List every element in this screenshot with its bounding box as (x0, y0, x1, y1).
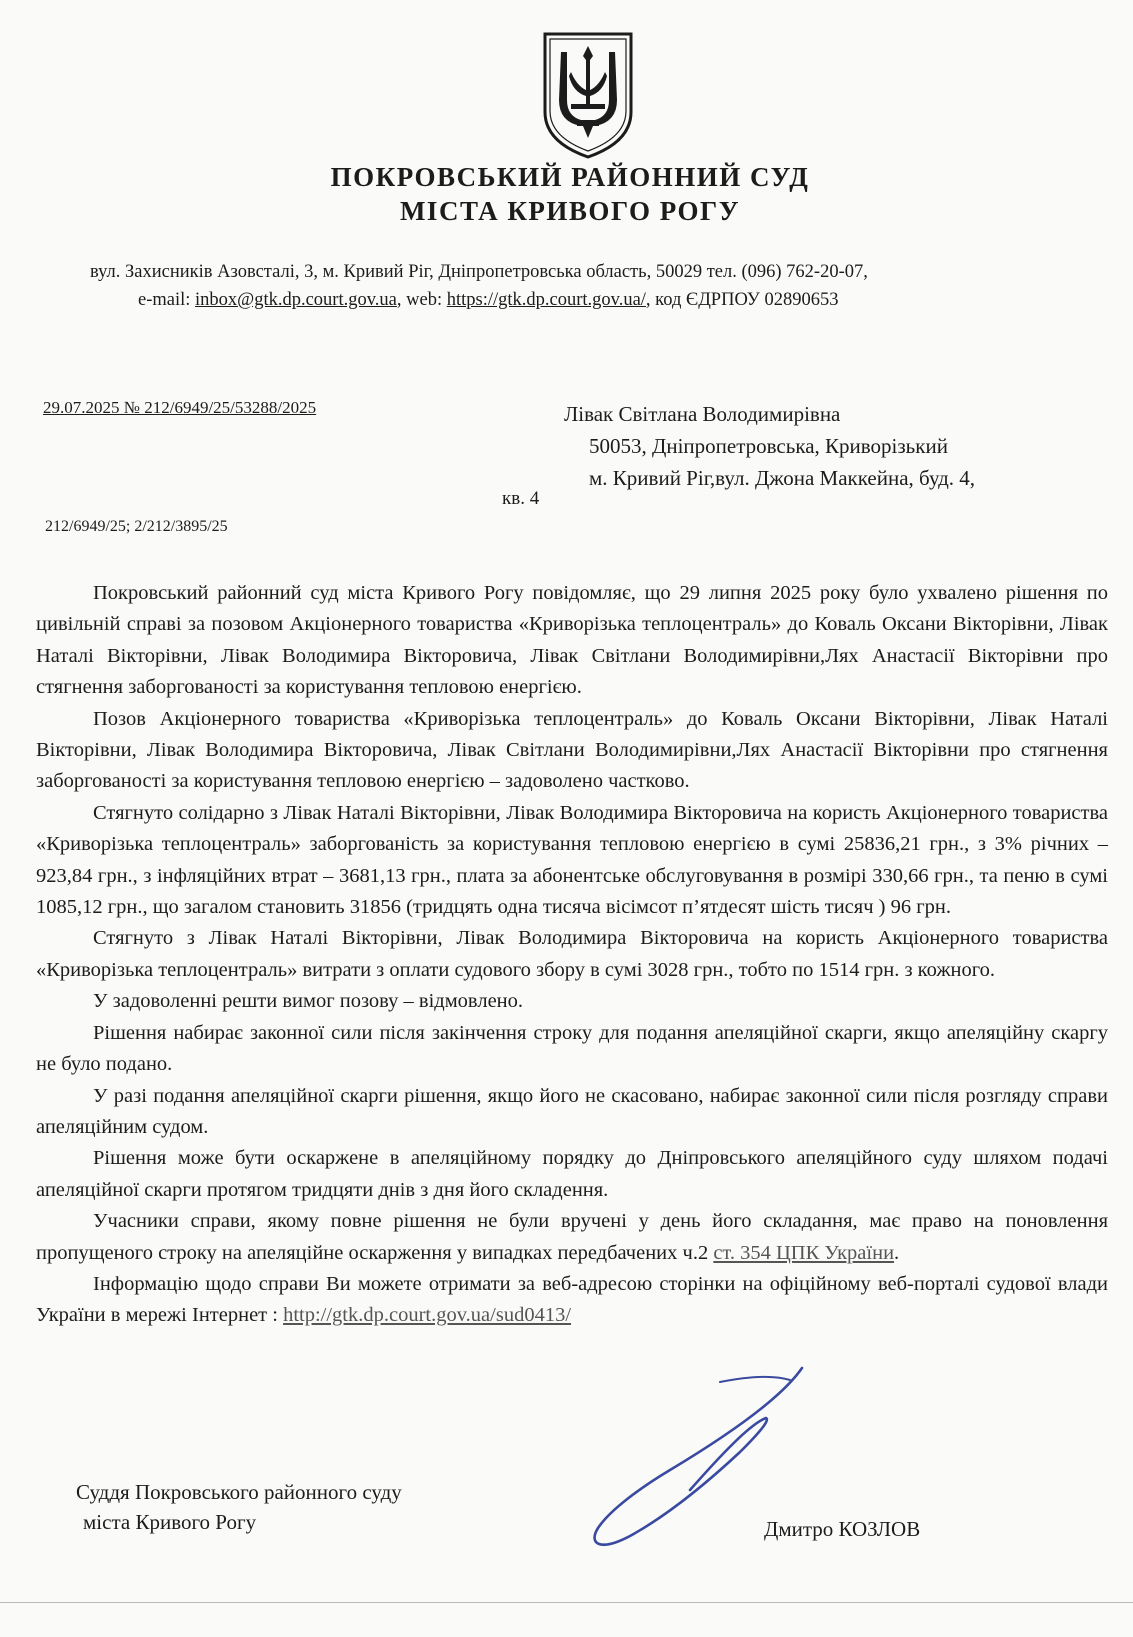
court-name-line2: МІСТА КРИВОГО РОГУ (399, 196, 741, 226)
edrpou-code: , код ЄДРПОУ 02890653 (645, 290, 839, 310)
judge-title-line1: Суддя Покровського районного суду (76, 1480, 402, 1504)
court-contacts (138, 290, 839, 311)
paragraph-recovery: Стягнуто солідарно з Лівак Наталі Вікторівни, Лівак Володимира Вікторовича на користь Акціонерного товариства «Криворізька теплоцентраль» заборгованість за користування тепловою енергією в сумі 25836,21 грн., з 3% річних – 923,84 грн., з інфляційних втрат – 3681,13 грн., плата за абонентське обслуговування в розмірі 330,66 грн., та пеню в сумі 1085,12 грн., що загалом становить 31856 (тридцять одна тисяча вісімсот п’ятдесят шість тисяч ) 96 грн. (36, 801, 1108, 919)
email-link[interactable]: inbox@gtk.dp.court.gov.ua (195, 290, 397, 310)
paragraph-court-fee: Стягнуто з Лівак Наталі Вікторівни, Лівак Володимира Вікторовича на користь Акціонерного товариства «Криворізька теплоцентраль» витрати з оплати судового збору в сумі 3028 грн., тобто по 1514 грн. з кожного. (36, 927, 1108, 981)
paragraph-info (36, 1269, 1108, 1332)
web-label: , web: (396, 290, 447, 310)
paragraph-claim: Позов Акціонерного товариства «Криворізька теплоцентраль» до Коваль Оксани Вікторівни, Лівак Наталі Вікторівни, Лівак Володимира Вікторовича, Лівак Світлани Володимирівни,Лях Анастасії Вікторівни про стягнення заборгованості за користування тепловою енергією – задоволено частково. (36, 707, 1108, 793)
recipient-address-line3: м. Кривий Ріг,вул. Джона Маккейна, буд. 4, (589, 466, 976, 490)
paragraph-participants (36, 1206, 1108, 1269)
judge-title-line2: міста Кривого Рогу (83, 1510, 257, 1534)
bottom-divider (0, 1602, 1133, 1603)
court-portal-link[interactable]: http://gtk.dp.court.gov.ua/sud0413/ (283, 1304, 572, 1327)
paragraph-appeal-case: У разі подання апеляційної скарги рішення, якщо його не скасовано, набирає законної сили після розгляду справи апеляційним судом. (36, 1084, 1108, 1138)
info-text: Інформацію щодо справи Ви можете отримати за веб-адресою сторінки на офіційному веб-порталі судової влади України в мережі Інтернет : (36, 1272, 1108, 1327)
paragraph-notice: Покровський районний суд міста Кривого Рогу повідомляє, що 29 липня 2025 року було ухвалено рішення по цивільній справі за позовом Акціонерного товариства «Криворізька теплоцентраль» до Коваль Оксани Вікторівни, Лівак Наталі Вікторівни, Лівак Володимира Вікторовича, Лівак Світлани Володимирівни,Лях Анастасії Вікторівни про стягнення заборгованості за користування тепловою енергією. (36, 582, 1108, 699)
tryzub-coat-of-arms-icon (541, 30, 635, 160)
paragraph-refusal: У задоволенні решти вимог позову – відмовлено. (93, 990, 524, 1013)
recipient-address-line2: 50053, Дніпропетровська, Криворізький (589, 434, 948, 458)
letter-body (36, 578, 1108, 1332)
paragraph-appeal-order: Рішення може бути оскаржене в апеляційному порядку до Дніпровського апеляційного суду шляхом подачі апеляційної скарги протягом тридцяти днів з дня його складення. (36, 1147, 1108, 1201)
paragraph-legal-force: Рішення набирає законної сили після закінчення строку для подання апеляційної скарги, якщо апеляційну скаргу не було подано. (36, 1021, 1108, 1076)
participants-end: . (894, 1241, 900, 1264)
email-label: e-mail: (138, 290, 196, 310)
recipient-apartment: кв. 4 (502, 488, 540, 509)
court-address: вул. Захисників Азовсталі, 3, м. Кривий Ріг, Дніпропетровська область, 50029 тел. (096) 762-20-07, (90, 262, 868, 282)
court-name-line1: ПОКРОВСЬКИЙ РАЙОННИЙ СУД (330, 162, 810, 192)
cpc-article-link[interactable]: ст. 354 ЦПК України (713, 1241, 895, 1264)
judge-name: Дмитро КОЗЛОВ (764, 1517, 921, 1541)
participants-text: Учасники справи, якому повне рішення не були вручені у день його складання, має право на поновлення пропущеного строку на апеляційне оскарження у випадках передбачених ч.2 (36, 1210, 1108, 1264)
case-numbers: 212/6949/25; 2/212/3895/25 (45, 518, 228, 535)
registration-number: 29.07.2025 № 212/6949/25/53288/2025 (43, 398, 317, 417)
web-link[interactable]: https://gtk.dp.court.gov.ua/ (446, 290, 646, 310)
recipient-name: Лівак Світлана Володимирівна (564, 402, 841, 426)
